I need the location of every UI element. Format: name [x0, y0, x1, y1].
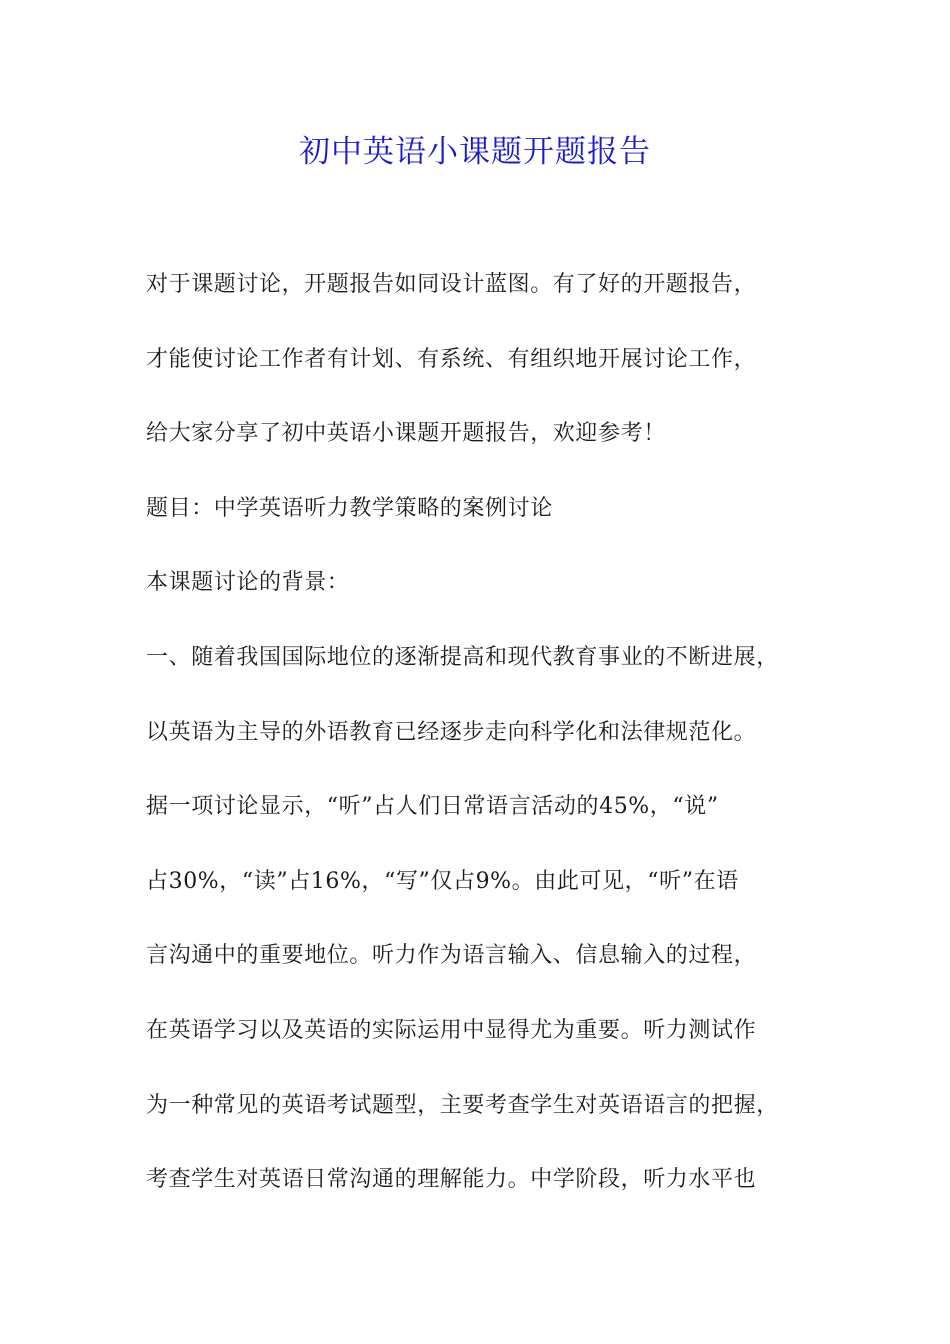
document-title: 初中英语小课题开题报告 [299, 134, 651, 170]
paragraph-line: 本课题讨论的背景： [146, 570, 350, 596]
paragraph-line: 给大家分享了初中英语小课题开题报告，欢迎参考！ [146, 421, 666, 447]
paragraph-line: 在英语学习以及英语的实际运用中显得尤为重要。听力测试作 [146, 1017, 757, 1043]
paragraph-line: 以英语为主导的外语教育已经逐步走向科学化和法律规范化。 [146, 719, 757, 745]
paragraph-line: 占30%，“读”占16%，“写”仅占9%。由此可见，“听”在语 [146, 868, 739, 894]
paragraph-line: 为一种常见的英语考试题型，主要考查学生对英语语言的把握， [146, 1092, 779, 1118]
paragraph-line: 对于课题讨论，开题报告如同设计蓝图。有了好的开题报告， [146, 272, 757, 297]
paragraph-line: 据一项讨论显示，“听”占人们日常语言活动的45%，“说” [146, 794, 719, 820]
document-body [146, 264, 846, 1234]
paragraph-line: 才能使讨论工作者有计划、有系统、有组织地开展讨论工作， [146, 346, 757, 372]
paragraph-line: 考查学生对英语日常沟通的理解能力。中学阶段，听力水平也 [146, 1167, 757, 1193]
paragraph-line: 一、随着我国国际地位的逐渐提高和现代教育事业的不断进展， [146, 644, 779, 670]
paragraph-line: 题目：中学英语听力教学策略的案例讨论 [146, 495, 553, 521]
paragraph-line: 言沟通中的重要地位。听力作为语言输入、信息输入的过程， [146, 943, 757, 969]
